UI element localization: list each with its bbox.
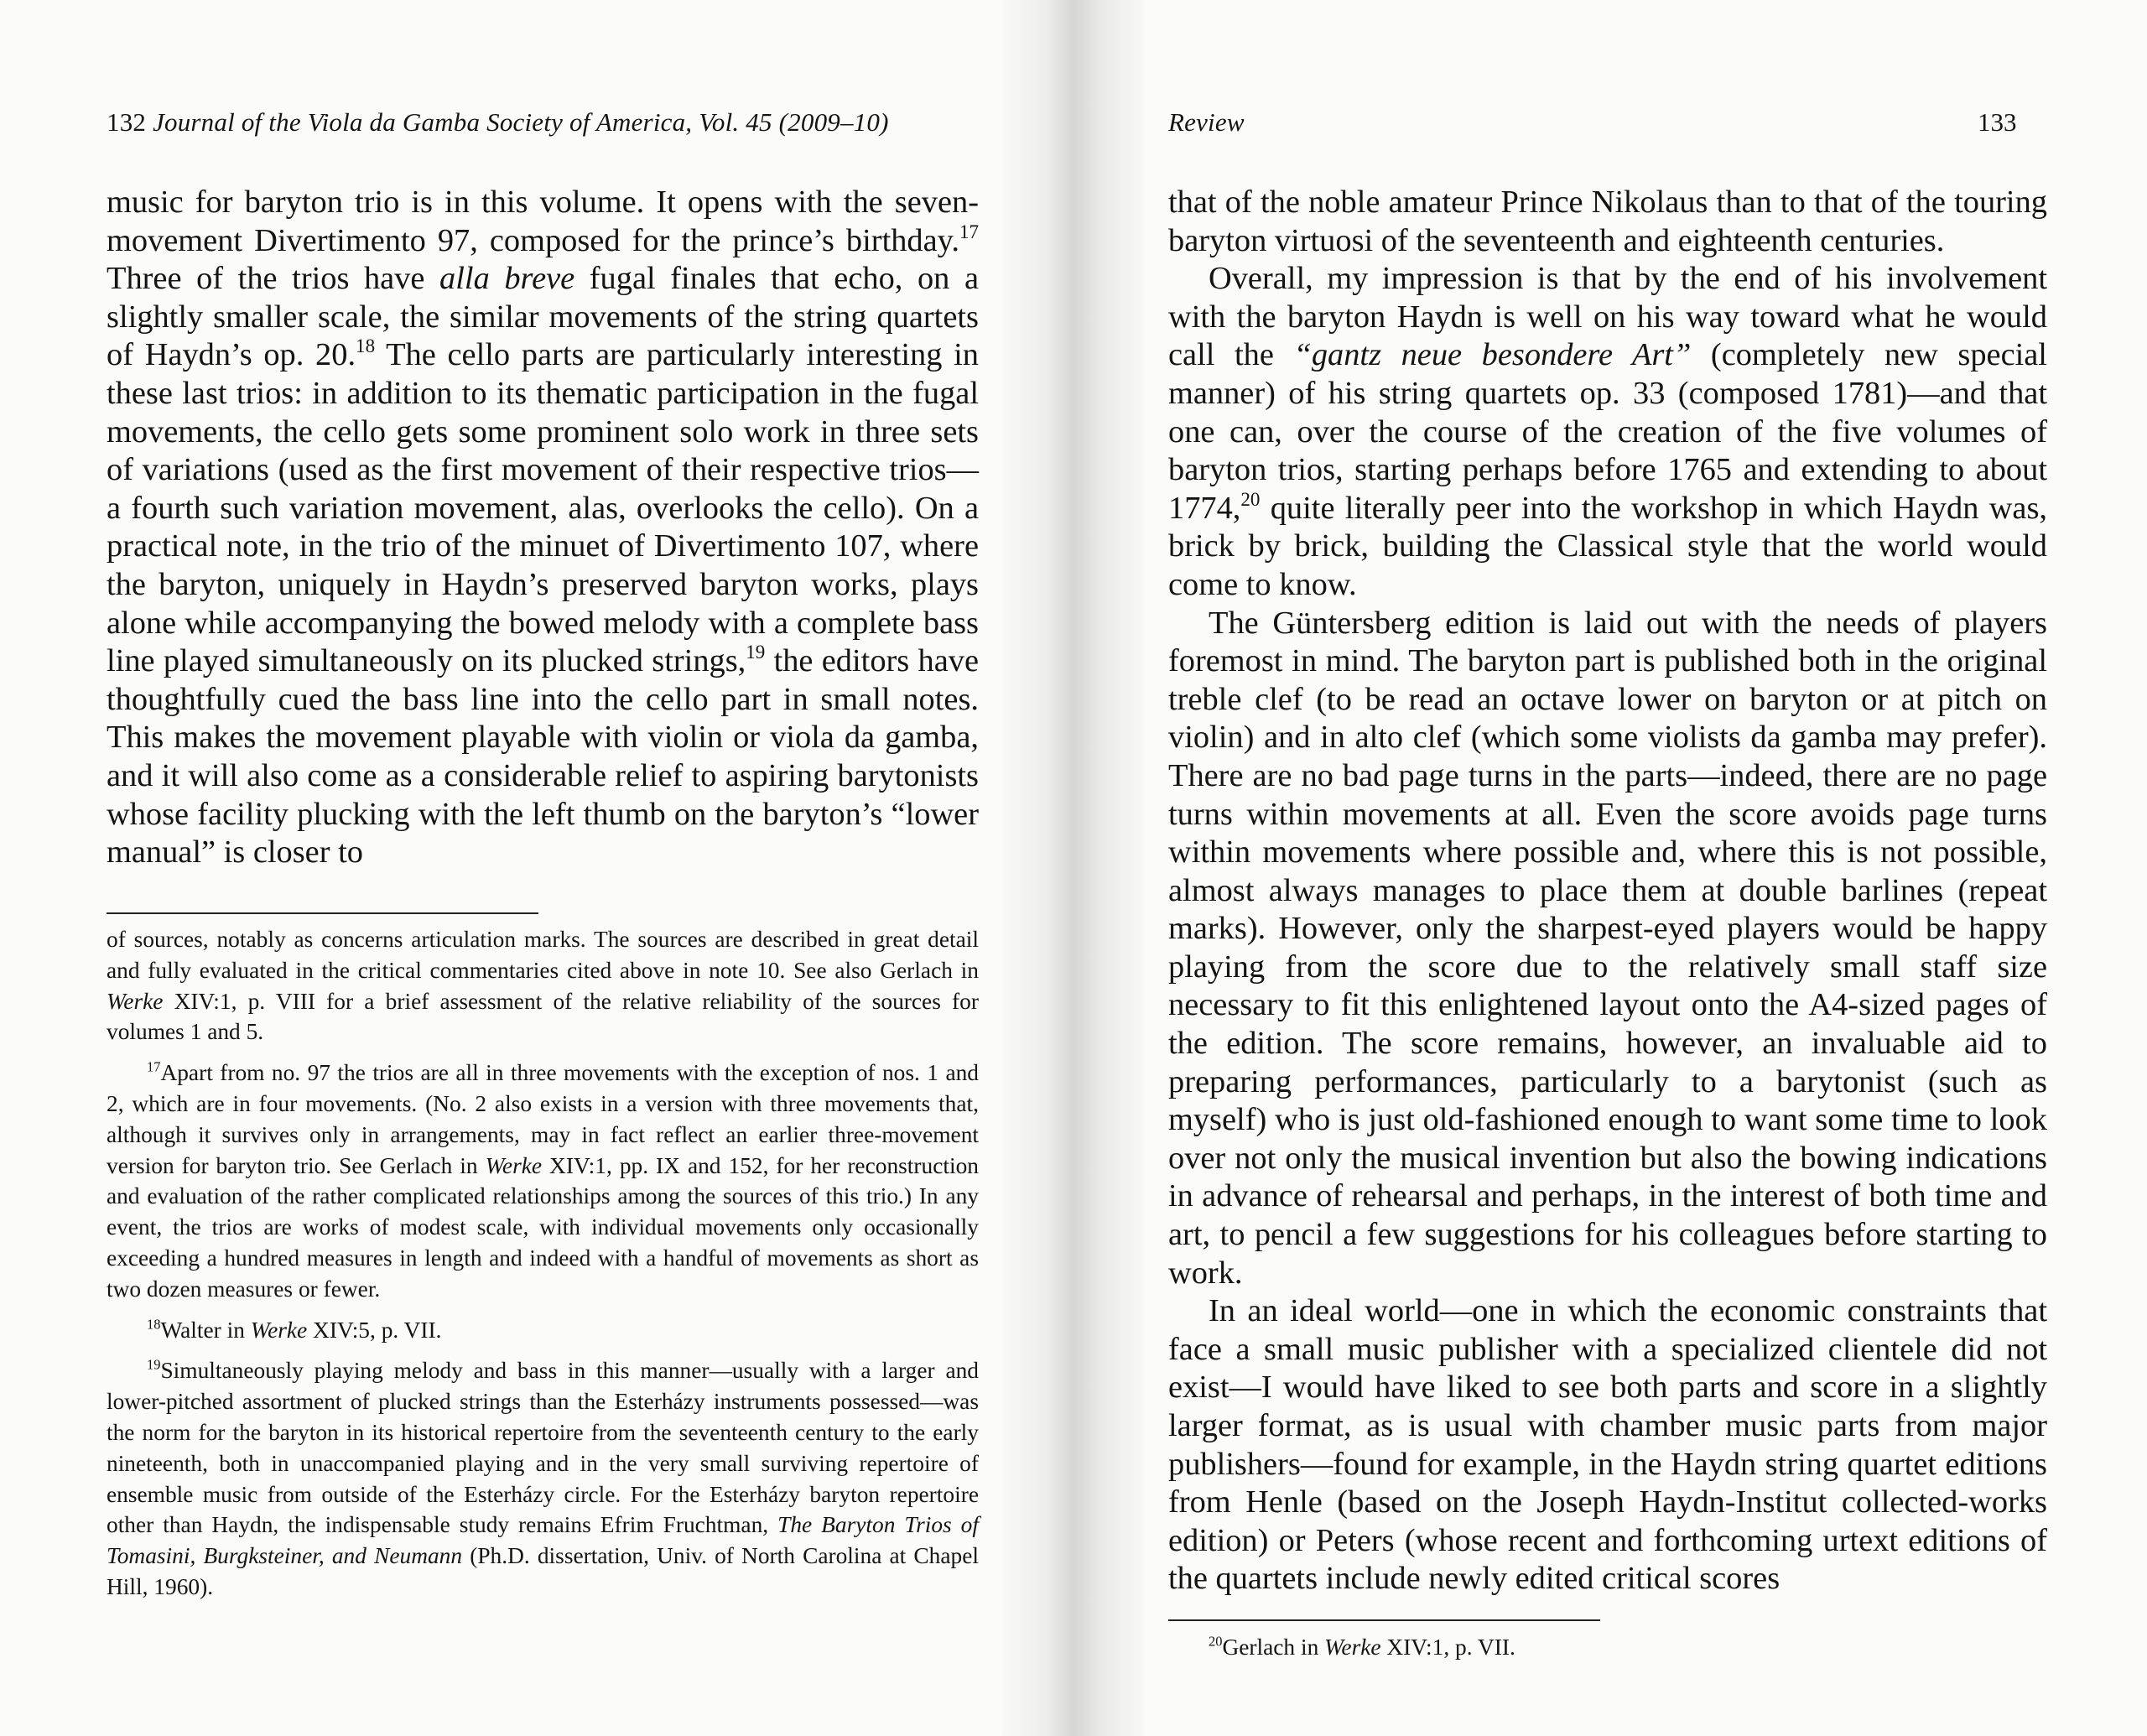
text-run: Three of the trios have bbox=[107, 261, 440, 297]
text-run: XIV:5, p. VII. bbox=[307, 1317, 442, 1343]
footnote-ref: 18 bbox=[356, 335, 376, 357]
right-footnotes bbox=[1168, 1632, 2047, 1673]
right-body-text bbox=[1168, 184, 2047, 1598]
left-running-head bbox=[107, 107, 889, 138]
right-running-head bbox=[1168, 107, 1245, 138]
text-run: The cello parts are particularly interesting in these last trios: in addition to its thematic participation in the fugal movements, the cello gets some prominent solo work in three sets of variations (used as the first movement of their respective trios—a fourth such variation movement, alas, overlooks the cello). On a practical note, in the trio of the minuet of Divertimento 107, where the baryton, uniquely in Haydn’s preserved baryton works, plays alone while accompanying the bowed melody with a complete bass line played simultaneously on its plucked strings, bbox=[107, 337, 979, 679]
text-run: (completely new special manner) of his string quartets op. 33 (composed 1781)—and that one can, over the course of the creation of the five volumes of baryton trios, starting perhaps before 1765 and extending to about 1774, bbox=[1168, 337, 2047, 526]
text-run: the editors have thoughtfully cued the bass line into the cello part in small notes. This makes the movement playable with violin or viola da gamba, and it will also come as a considerable relief to aspiring barytonists whose facility plucking with the left thumb on the baryton’s “lower manual” is closer to bbox=[107, 643, 979, 871]
italic-text: alla breve bbox=[439, 261, 575, 297]
italic-text: Werke bbox=[250, 1317, 308, 1343]
footnote bbox=[107, 1058, 979, 1304]
footnote bbox=[107, 924, 979, 1047]
left-body-text bbox=[107, 184, 979, 872]
right-page-number: 133 bbox=[1978, 107, 2017, 137]
text-run: XIV:1, pp. IX and 152, for her reconstruction and evaluation of the rather complicated relationships among the sources of this trio.) In any event, the trios are works of modest scale, with individual movements only occasionally exceeding a hundred measures in length and indeed with a handful of movements as short as two dozen measures or fewer. bbox=[107, 1152, 979, 1302]
footnote-ref: 20 bbox=[1240, 487, 1261, 510]
footnote-ref: 17 bbox=[147, 1058, 161, 1075]
left-footnotes bbox=[107, 924, 979, 1613]
footnote bbox=[107, 1315, 979, 1346]
footnote bbox=[1168, 1632, 2047, 1663]
footnote-ref: 18 bbox=[147, 1315, 161, 1332]
left-running-head-title: Journal of the Viola da Gamba Society of America, Vol. 45 (2009–10) bbox=[153, 107, 889, 137]
paragraph bbox=[1168, 605, 2047, 1293]
text-run: Walter in bbox=[160, 1317, 251, 1343]
text-run: (Ph.D. dissertation, Univ. of North Carolina at Chapel Hill, 1960). bbox=[107, 1543, 979, 1599]
text-run: of sources, notably as concerns articulation marks. The sources are described in great detail and fully evaluated in the critical commentaries cited above in note 10. See also Gerlach in bbox=[107, 927, 979, 983]
text-run: Gerlach in bbox=[1222, 1635, 1325, 1660]
italic-text: The Baryton Trios of Tomasini, Burgksteiner, and Neumann bbox=[107, 1512, 979, 1569]
text-run: quite literally peer into the workshop in which Haydn was, brick by brick, building the Classical style that the world would come to know. bbox=[1168, 490, 2047, 602]
text-run: fugal finales that echo, on a slightly smaller scale, the similar movements of the string quartets of Haydn’s op. 20. bbox=[107, 261, 979, 373]
footnote-ref: 17 bbox=[959, 220, 979, 242]
footnote-separator bbox=[107, 912, 538, 914]
text-run: The Güntersberg edition is laid out with the needs of players foremost in mind. The baryton part is published both in the original treble clef (to be read an octave lower on baryton or at pitch on violin) and in alto clef (which some violists da gamba may prefer). There are no bad page turns in the parts—indeed, there are no page turns within movements at all. Even the score avoids page turns within movements where possible and, where this is not possible, almost always manages to place them at double barlines (repeat marks). However, only the sharpest-eyed players would be happy playing from the score due to the relatively small staff size necessary to fit this enlightened layout onto the A4-sized pages of the edition. The score remains, however, an invaluable aid to preparing performances, particularly to a barytonist (such as myself) who is just old-fashioned enough to want some time to look over not only the musical invention but also the bowing indications in advance of rehearsal and perhaps, in the interest of both time and art, to pencil a few suggestions for his colleagues before starting to work. bbox=[1168, 605, 2047, 1291]
text-run: Simultaneously playing melody and bass in this manner—usually with a larger and lower-pitched assortment of plucked strings than the Esterházy instruments possessed—was the norm for the baryton in its historical repertoire from the seventeenth century to the early nineteenth, both in unaccompanied playing and in the very small surviving repertoire of ensemble music from outside of the Esterházy circle. For the Esterházy baryton repertoire other than Haydn, the indispensable study remains Efrim Fruchtman, bbox=[107, 1358, 979, 1538]
left-page bbox=[0, 0, 1023, 1736]
text-run: music for baryton trio is in this volume. It opens with the seven-movement Divertimento 97, composed for the prince’s birthday. bbox=[107, 185, 979, 258]
right-running-head-title: Review bbox=[1168, 107, 1245, 137]
text-run: that of the noble amateur Prince Nikolaus than to that of the touring baryton virtuosi of the seventeenth and eighteenth centuries. bbox=[1168, 185, 2047, 258]
left-page-number: 132 bbox=[107, 107, 147, 137]
paragraph bbox=[1168, 1292, 2047, 1598]
right-page bbox=[1124, 0, 2147, 1736]
footnote-ref: 19 bbox=[746, 641, 766, 663]
text-run: XIV:1, p. VII. bbox=[1380, 1635, 1515, 1660]
italic-text: Werke bbox=[107, 988, 164, 1014]
italic-text: “gantz neue besondere Art” bbox=[1293, 337, 1692, 373]
text-run: Overall, my impression is that by the end of his involvement with the baryton Haydn is well on his way toward what he would call the bbox=[1168, 261, 2047, 373]
text-run: Apart from no. 97 the trios are all in three movements with the exception of nos. 1 and 2, which are in four movements. (No. 2 also exists in a version with three movements that, although it survives only in arrangements, may in fact reflect an earlier three-movement version for baryton trio. See Gerlach in bbox=[107, 1060, 979, 1178]
italic-text: Werke bbox=[485, 1152, 543, 1178]
footnote-separator bbox=[1168, 1619, 1600, 1621]
footnote-ref: 20 bbox=[1209, 1633, 1223, 1650]
text-run: XIV:1, p. VIII for a brief assessment of the relative reliability of the sources for volumes 1 and 5. bbox=[107, 988, 979, 1045]
paragraph bbox=[1168, 184, 2047, 260]
italic-text: Werke bbox=[1324, 1635, 1381, 1660]
text-run: In an ideal world—one in which the economic constraints that face a small music publisher with a specialized clientele did not exist—I would have liked to see both parts and score in a slightly larger format, as is usual with chamber music parts from major publishers—found for example, in the Haydn string quartet editions from Henle (based on the Joseph Haydn-Institut collected-works edition) or Peters (whose recent and forthcoming urtext editions of the quartets include newly edited critical scores bbox=[1168, 1293, 2047, 1597]
paragraph bbox=[1168, 260, 2047, 604]
footnote-ref: 19 bbox=[147, 1356, 161, 1373]
footnote bbox=[107, 1355, 979, 1602]
